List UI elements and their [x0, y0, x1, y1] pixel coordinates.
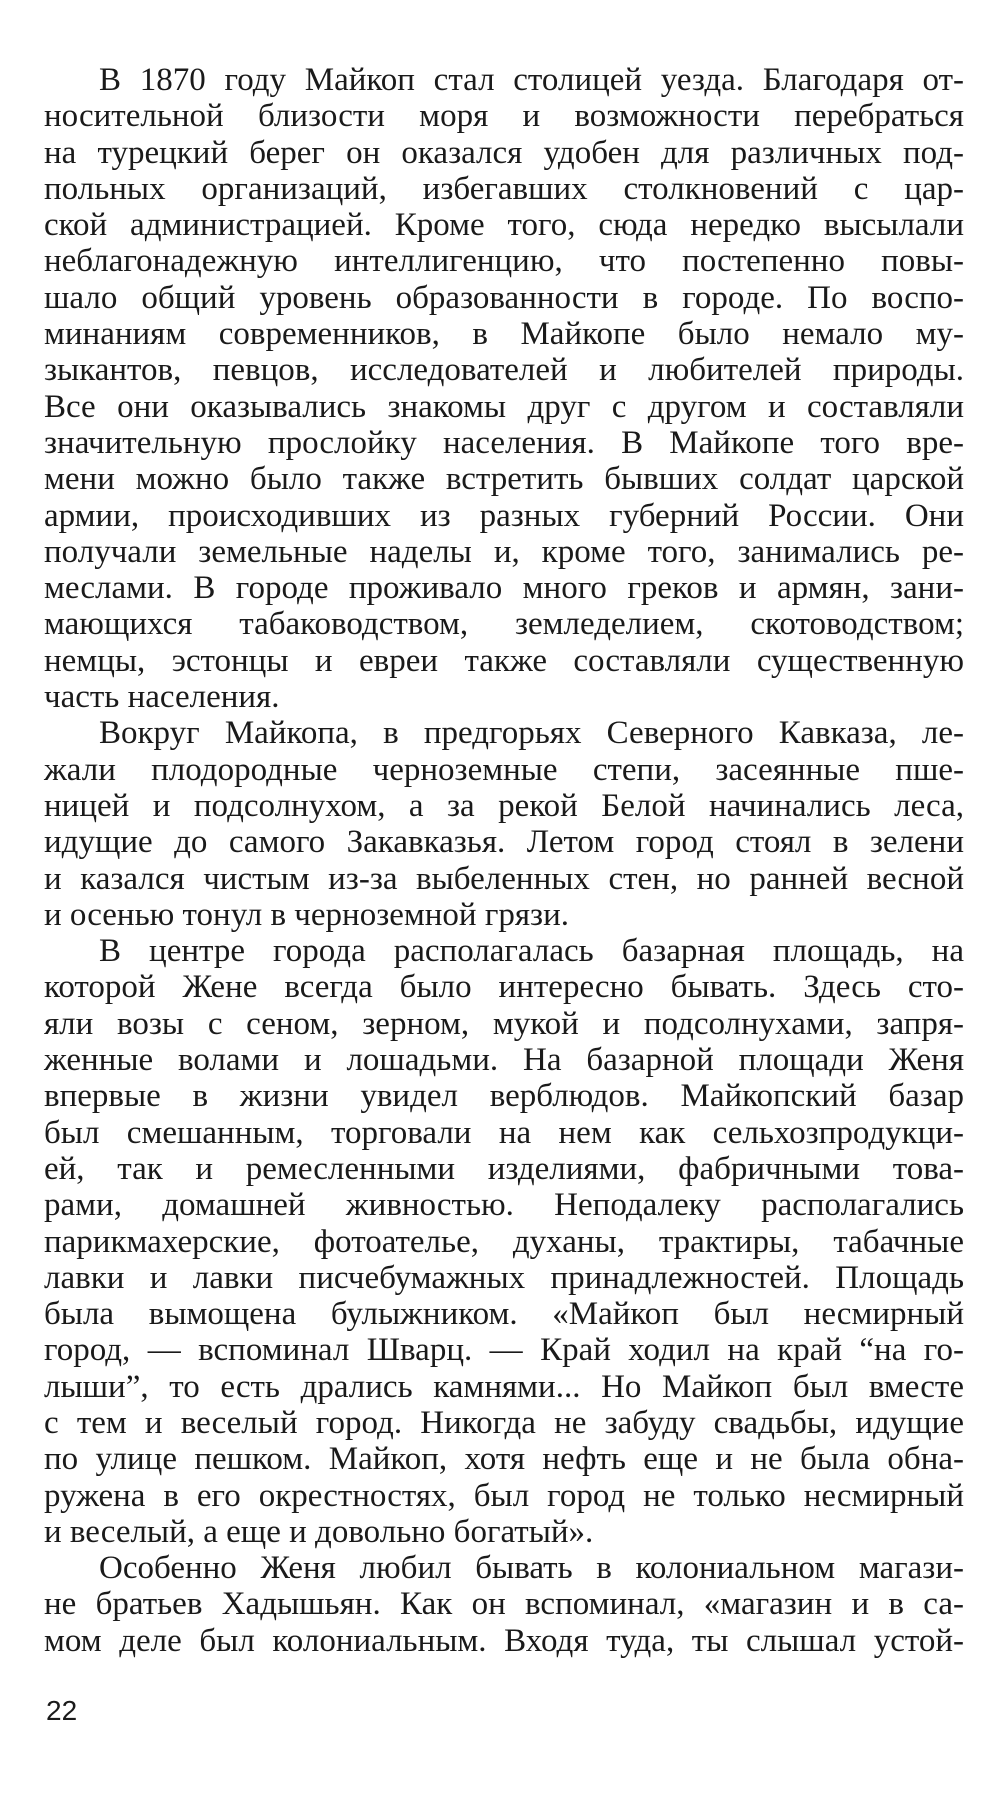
text-line: которой Жене всегда было интересно бывать. Здесь сто- — [44, 969, 964, 1006]
text-line: была вымощена булыжником. «Майкоп был несмирный — [44, 1296, 964, 1333]
text-line: женные волами и лошадьми. На базарной площади Женя — [44, 1042, 964, 1079]
text-line: ей, так и ремесленными изделиями, фабричными това- — [44, 1150, 964, 1187]
text-line: Все они оказывались знакомы друг с другом и составляли — [44, 388, 964, 425]
text-line: мени можно было также встретить бывших солдат царской — [44, 461, 964, 498]
text-line: яли возы с сеном, зерном, мукой и подсолнухами, запря- — [44, 1005, 964, 1042]
text-line: и осенью тонул в черноземной грязи. — [44, 896, 569, 933]
text-line: жали плодородные черноземные степи, засеянные пше- — [44, 751, 964, 788]
text-line: рами, домашней живностью. Неподалеку располагались — [44, 1187, 964, 1224]
text-line: лавки и лавки писчебумажных принадлежностей. Площадь — [44, 1259, 964, 1296]
paragraph — [44, 62, 964, 715]
text-line: лыши”, то есть дрались камнями... Но Майкоп был вместе — [44, 1368, 964, 1405]
text-line: мом деле был колониальным. Входя туда, ты слышал устой- — [44, 1622, 964, 1659]
text-line: В центре города располагалась базарная площадь, на — [99, 933, 964, 970]
text-line: Особенно Женя любил бывать в колониальном магази- — [99, 1550, 964, 1587]
text-line: по улице пешком. Майкоп, хотя нефть еще и не была обна- — [44, 1441, 964, 1478]
text-line: В 1870 году Майкоп стал столицей уезда. Благодаря от- — [99, 62, 964, 98]
text-line: польных организаций, избегавших столкновений с цар- — [44, 170, 964, 207]
text-line: не братьев Хадышьян. Как он вспоминал, «магазин и в са- — [44, 1586, 964, 1623]
text-line: ружена в его окрестностях, был город не только несмирный — [44, 1477, 964, 1514]
text-line: город, — вспоминал Шварц. — Край ходил на край “на го- — [44, 1332, 964, 1369]
text-line: минаниям современников, в Майкопе было немало му- — [44, 316, 964, 353]
text-line: идущие до самого Закавказья. Летом город стоял в зелени — [44, 824, 964, 861]
text-line: был смешанным, торговали на нем как сельхозпродукци- — [44, 1114, 964, 1151]
text-line: получали земельные наделы и, кроме того, занимались ре- — [44, 533, 964, 570]
paragraph — [44, 715, 964, 933]
text-line: немцы, эстонцы и евреи также составляли существенную — [44, 642, 964, 679]
text-line: на турецкий берег он оказался удобен для различных под- — [44, 134, 964, 171]
text-line: ницей и подсолнухом, а за рекой Белой начинались леса, — [44, 787, 964, 824]
text-line: армии, происходивших из разных губерний России. Они — [44, 497, 964, 534]
paragraph — [44, 1550, 964, 1659]
text-line: и казался чистым из-за выбеленных стен, но ранней весной — [44, 860, 964, 897]
page-text — [44, 62, 964, 1659]
text-line: меслами. В городе проживало много греков и армян, зани- — [44, 570, 964, 607]
text-line: парикмахерские, фотоателье, духаны, трактиры, табачные — [44, 1223, 964, 1260]
page-number: 22 — [46, 1695, 78, 1726]
text-line: зыкантов, певцов, исследователей и любителей природы. — [44, 352, 964, 389]
text-line: ской администрацией. Кроме того, сюда нередко высылали — [44, 207, 964, 244]
text-line: Вокруг Майкопа, в предгорьях Северного Кавказа, ле- — [99, 715, 964, 752]
paragraph — [44, 933, 964, 1550]
text-line: мающихся табаководством, земледелием, скотоводством; — [44, 606, 964, 643]
text-line: с тем и веселый город. Никогда не забуду свадьбы, идущие — [44, 1404, 964, 1441]
text-line: и веселый, а еще и довольно богатый». — [44, 1513, 594, 1550]
text-line: часть населения. — [44, 679, 280, 716]
text-line: впервые в жизни увидел верблюдов. Майкопский базар — [44, 1078, 964, 1115]
text-line: значительную прослойку населения. В Майкопе того вре- — [44, 424, 964, 461]
text-line: неблагонадежную интеллигенцию, что постепенно повы- — [44, 243, 964, 280]
text-line: носительной близости моря и возможности перебраться — [44, 98, 964, 135]
text-line: шало общий уровень образованности в городе. По воспо- — [44, 279, 964, 316]
